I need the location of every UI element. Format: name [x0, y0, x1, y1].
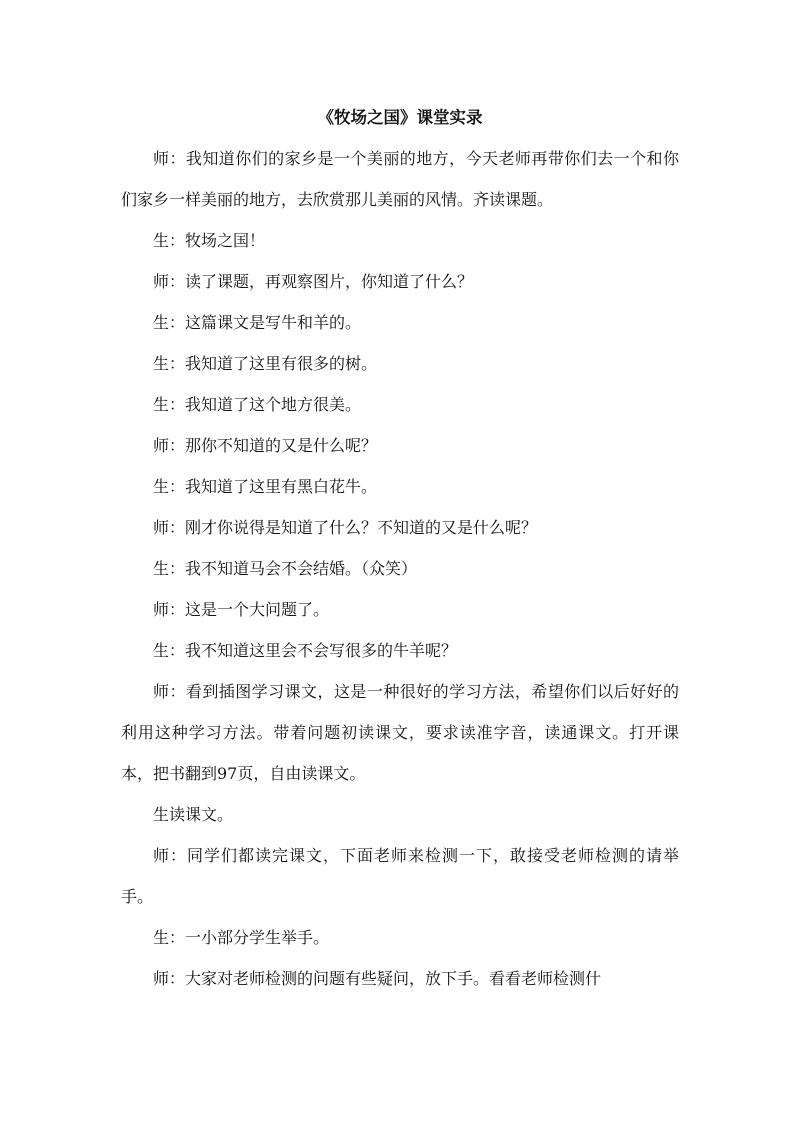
dialogue-paragraph: 生：牧场之国！	[153, 231, 266, 250]
dialogue-paragraph: 师：刚才你说得是知道了什么？不知道的又是什么呢？	[153, 518, 538, 537]
dialogue-paragraph: 生读课文。	[153, 805, 234, 824]
dialogue-paragraph: 生：我知道了这里有黑白花牛。	[153, 477, 378, 496]
document-page	[121, 98, 679, 999]
dialogue-paragraph: 生：这篇课文是写牛和羊的。	[153, 313, 362, 332]
dialogue-paragraph: 生：一小部分学生举手。	[153, 928, 330, 947]
dialogue-paragraph: 师：我知道你们的家乡是一个美丽的地方，今天老师再带你们去一个和你们家乡一样美丽的地方，去欣赏那儿美丽的风情。齐读课题。	[121, 149, 679, 209]
dialogue-paragraph: 师：看到插图学习课文，这是一种很好的学习方法，希望你们以后好好的利用这种学习方法。带着问题初读课文，要求读准字音，读通课文。打开课本，把书翻到97页，自由读课文。	[121, 682, 679, 783]
dialogue-paragraph: 生：我不知道马会不会结婚。（众笑）	[153, 559, 418, 578]
dialogue-paragraph: 师：同学们都读完课文，下面老师来检测一下，敢接受老师检测的请举手。	[121, 846, 679, 906]
dialogue-paragraph: 师：大家对老师检测的问题有些疑问，放下手。看看老师检测什	[153, 969, 602, 988]
dialogue-paragraph: 师：这是一个大问题了。	[153, 600, 330, 619]
dialogue-paragraph: 师：读了课题，再观察图片，你知道了什么？	[153, 272, 474, 291]
dialogue-paragraph: 师：那你不知道的又是什么呢？	[153, 436, 378, 455]
dialogue-paragraph: 生：我知道了这个地方很美。	[153, 395, 362, 414]
dialogue-paragraph: 生：我不知道这里会不会写很多的牛羊呢？	[153, 641, 458, 660]
document-title: 《牧场之国》课堂实录	[317, 108, 483, 127]
dialogue-paragraph: 生：我知道了这里有很多的树。	[153, 354, 378, 373]
